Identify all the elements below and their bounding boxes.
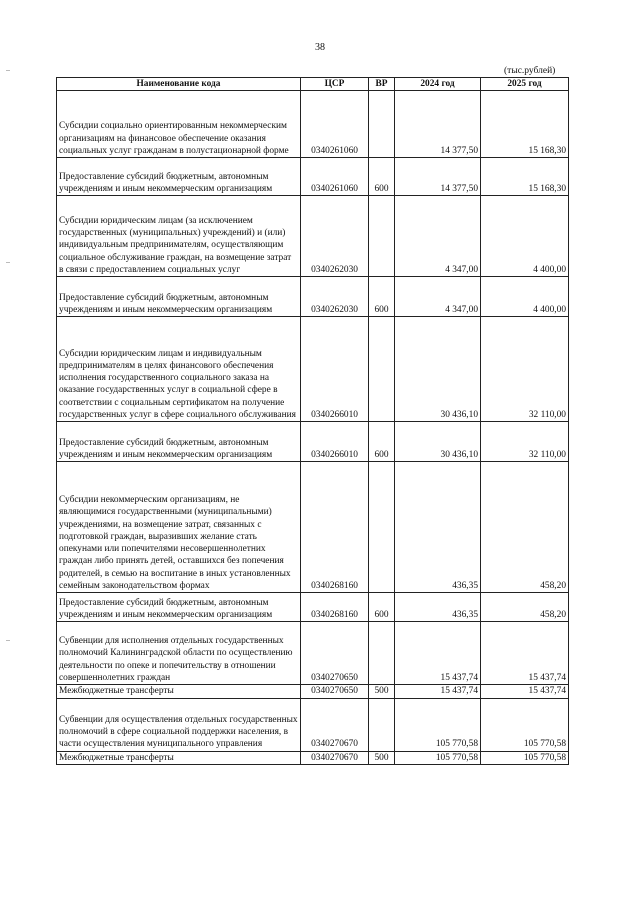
row-2024: 15 437,74 <box>395 685 481 698</box>
table-row <box>57 751 569 764</box>
row-2025: 15 437,74 <box>481 685 569 698</box>
row-2025: 4 400,00 <box>481 277 569 317</box>
table-row <box>57 698 569 751</box>
header-csr: ЦСР <box>301 78 369 91</box>
header-2025: 2025 год <box>481 78 569 91</box>
row-2024: 4 347,00 <box>395 196 481 277</box>
row-csr: 0340268160 <box>301 462 369 593</box>
header-vr: ВР <box>369 78 395 91</box>
row-vr <box>369 622 395 685</box>
table-row <box>57 91 569 158</box>
row-2025: 4 400,00 <box>481 196 569 277</box>
row-2025: 15 168,30 <box>481 91 569 158</box>
row-2024: 30 436,10 <box>395 422 481 462</box>
row-2025: 105 770,58 <box>481 751 569 764</box>
row-name: Субсидии социально ориентированным некоммерческим организациям на финансовое обеспечение оказания социальных услуг гражданам в полустационарной форме <box>57 91 301 158</box>
row-2025: 32 110,00 <box>481 317 569 422</box>
row-vr: 500 <box>369 685 395 698</box>
table-row <box>57 622 569 685</box>
table-row <box>57 196 569 277</box>
row-csr: 0340270670 <box>301 751 369 764</box>
row-csr: 0340270670 <box>301 698 369 751</box>
row-name: Субсидии юридическим лицам (за исключением государственных (муниципальных) учреждений) и (или) индивидуальным предпринимателям, осуществляющим социальное обслуживание граждан, на возмещение затрат в связи с предоставлением социальных услуг <box>57 196 301 277</box>
row-vr <box>369 462 395 593</box>
row-2024: 436,35 <box>395 593 481 622</box>
row-name: Предоставление субсидий бюджетным, автономным учреждениям и иным некоммерческим организациям <box>57 422 301 462</box>
row-csr: 0340266010 <box>301 422 369 462</box>
row-csr: 0340270650 <box>301 685 369 698</box>
row-vr: 600 <box>369 277 395 317</box>
unit-note: (тыс.рублей) <box>504 66 556 76</box>
table-row <box>57 422 569 462</box>
row-2024: 14 377,50 <box>395 91 481 158</box>
table-row <box>57 685 569 698</box>
row-csr: 0340268160 <box>301 593 369 622</box>
table-header-row <box>57 78 569 91</box>
row-2025: 15 168,30 <box>481 158 569 196</box>
row-2024: 105 770,58 <box>395 698 481 751</box>
row-name: Межбюджетные трансферты <box>57 751 301 764</box>
row-name: Предоставление субсидий бюджетным, автономным учреждениям и иным некоммерческим организациям <box>57 277 301 317</box>
row-2024: 105 770,58 <box>395 751 481 764</box>
row-2025: 458,20 <box>481 462 569 593</box>
row-csr: 0340270650 <box>301 622 369 685</box>
header-name: Наименование кода <box>57 78 301 91</box>
row-name: Межбюджетные трансферты <box>57 685 301 698</box>
budget-table <box>56 77 569 765</box>
table-row <box>57 158 569 196</box>
row-name: Субсидии юридическим лицам и индивидуальным предпринимателям в целях финансового обеспечения исполнения государственного социального заказа на оказание государственных услуг в социальной сфере в соответствии с социальным сертификатом на получение государственных услуг в сфере социального обслуживания <box>57 317 301 422</box>
scan-edge-mark <box>6 70 10 71</box>
table-row <box>57 462 569 593</box>
row-2025: 105 770,58 <box>481 698 569 751</box>
row-vr <box>369 91 395 158</box>
row-2024: 436,35 <box>395 462 481 593</box>
row-csr: 0340262030 <box>301 277 369 317</box>
row-csr: 0340261060 <box>301 158 369 196</box>
row-2024: 15 437,74 <box>395 622 481 685</box>
row-vr <box>369 698 395 751</box>
table-row <box>57 317 569 422</box>
row-vr: 600 <box>369 422 395 462</box>
row-2024: 4 347,00 <box>395 277 481 317</box>
row-2025: 32 110,00 <box>481 422 569 462</box>
table-row <box>57 593 569 622</box>
header-2024: 2024 год <box>395 78 481 91</box>
row-name: Предоставление субсидий бюджетным, автономным учреждениям и иным некоммерческим организациям <box>57 593 301 622</box>
row-csr: 0340262030 <box>301 196 369 277</box>
row-name: Субвенции для исполнения отдельных государственных полномочий Калининградской области по осуществлению деятельности по опеке и попечительству в отношении совершеннолетних граждан <box>57 622 301 685</box>
row-csr: 0340266010 <box>301 317 369 422</box>
row-vr: 500 <box>369 751 395 764</box>
row-vr: 600 <box>369 593 395 622</box>
row-csr: 0340261060 <box>301 91 369 158</box>
table-row <box>57 277 569 317</box>
row-vr <box>369 317 395 422</box>
row-vr <box>369 196 395 277</box>
row-2025: 458,20 <box>481 593 569 622</box>
row-vr: 600 <box>369 158 395 196</box>
row-name: Предоставление субсидий бюджетным, автономным учреждениям и иным некоммерческим организациям <box>57 158 301 196</box>
row-2025: 15 437,74 <box>481 622 569 685</box>
scan-edge-mark <box>6 640 10 641</box>
row-2024: 14 377,50 <box>395 158 481 196</box>
row-2024: 30 436,10 <box>395 317 481 422</box>
page-number: 38 <box>315 42 325 53</box>
row-name: Субвенции для осуществления отдельных государственных полномочий в сфере социальной поддержки населения, в части осуществления муниципального управления <box>57 698 301 751</box>
scan-edge-mark <box>6 262 10 263</box>
row-name: Субсидии некоммерческим организациям, не являющимися государственными (муниципальными) учреждениями, на возмещение затрат, связанных с подготовкой граждан, выразивших желание стать опекунами или попечителями несовершеннолетних граждан либо принять детей, оставшихся без попечения родителей, в семью на воспитание в иных установленных семейным законодательством формах <box>57 462 301 593</box>
